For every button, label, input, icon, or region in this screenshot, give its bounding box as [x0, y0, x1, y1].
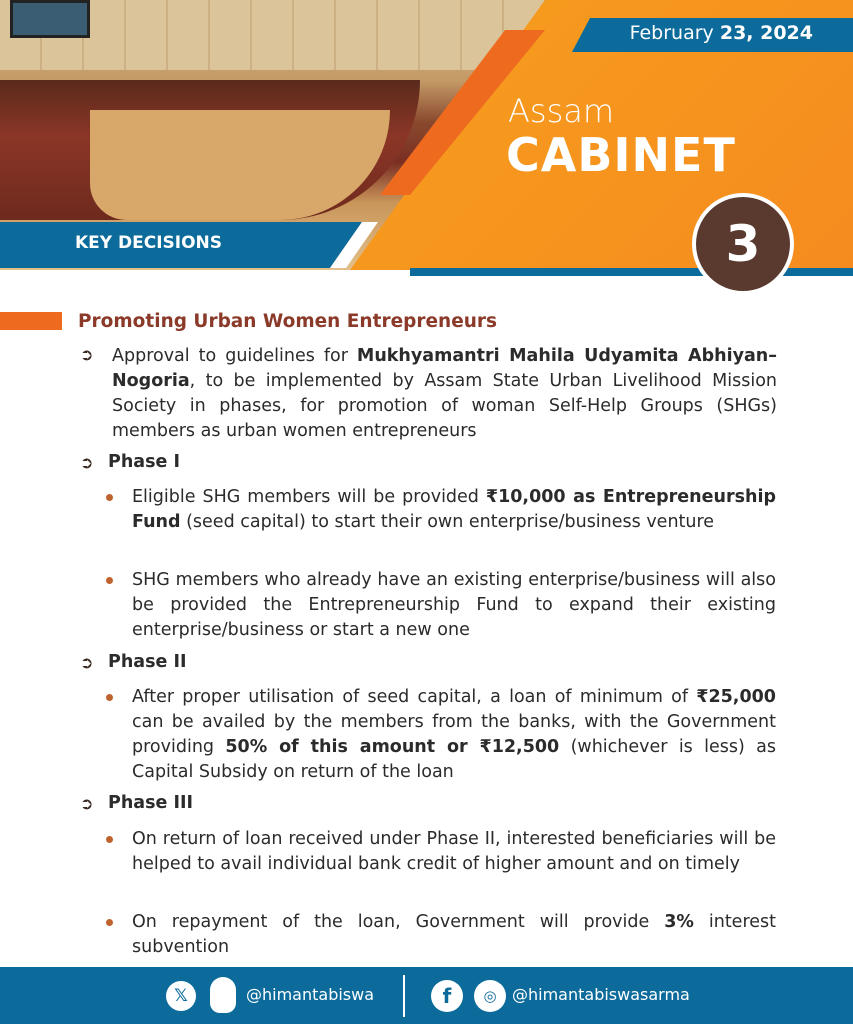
phase-3-bullet-2: On repayment of the loan, Government will provide 3% interest subvention: [132, 912, 776, 957]
arrow-bullet-icon: ➲: [80, 345, 94, 364]
facebook-icon[interactable]: f: [431, 980, 463, 1012]
phase-2-label: Phase II: [108, 652, 187, 672]
x-icon[interactable]: 𝕏: [166, 981, 196, 1011]
arrow-bullet-icon: ➲: [80, 453, 94, 472]
bullet-dot-icon: [106, 919, 113, 926]
bullet-dot-icon: [106, 694, 113, 701]
key-decisions-label: KEY DECISIONS: [75, 233, 223, 253]
footer-divider: [403, 975, 405, 1017]
handle-x-koo[interactable]: @himantabiswa: [246, 985, 375, 1004]
footer: [0, 967, 853, 1024]
arrow-bullet-icon: ➲: [80, 653, 94, 672]
phase-1-bullet-2: SHG members who already have an existing enterprise/business will also be provided the Entrepreneurship Fund to expand their existing enterprise/business or start a new one: [132, 570, 776, 640]
bullet-dot-icon: [106, 494, 113, 501]
phase-1-bullet-1: Eligible SHG members will be provided ₹10,000 as Entrepreneurship Fund (seed capital) to start their own enterprise/business venture: [132, 487, 776, 532]
title-assam: Assam: [508, 92, 615, 130]
arrow-bullet-icon: ➲: [80, 794, 94, 813]
phase-2-bullet-1: After proper utilisation of seed capital, a loan of minimum of ₹25,000 can be availed by the members from the banks, with the Government providing 50% of this amount or ₹12,500 (whichever is less) as Capital Subsidy on return of the loan: [132, 687, 777, 782]
bullet-dot-icon: [106, 577, 113, 584]
decision-number-badge: 3: [692, 193, 794, 295]
title-accent-bar: [0, 312, 62, 330]
phase-3-bullet-1: On return of loan received under Phase II, interested beneficiaries will be helped to avail individual bank credit of higher amount and on timely: [132, 829, 776, 874]
title-cabinet: CABINET: [506, 128, 736, 182]
date: February 23, 2024: [629, 22, 813, 44]
bullet-dot-icon: [106, 836, 113, 843]
koo-icon[interactable]: [210, 977, 236, 1013]
phase-1-label: Phase I: [108, 452, 180, 472]
handle-fb-insta[interactable]: @himantabiswasarma: [512, 985, 690, 1004]
intro-text: Approval to guidelines for Mukhyamantri Mahila Udyamita Abhiyan– Nogoria, to be implemented by Assam State Urban Livelihood Mission Society in phases, for promotion of woman Self-Help Groups (SHGs) members as urban women entrepreneurs: [112, 346, 777, 441]
section-title: Promoting Urban Women Entrepreneurs: [78, 311, 498, 332]
phase-3-label: Phase III: [108, 793, 194, 813]
instagram-icon[interactable]: ◎: [474, 980, 506, 1012]
